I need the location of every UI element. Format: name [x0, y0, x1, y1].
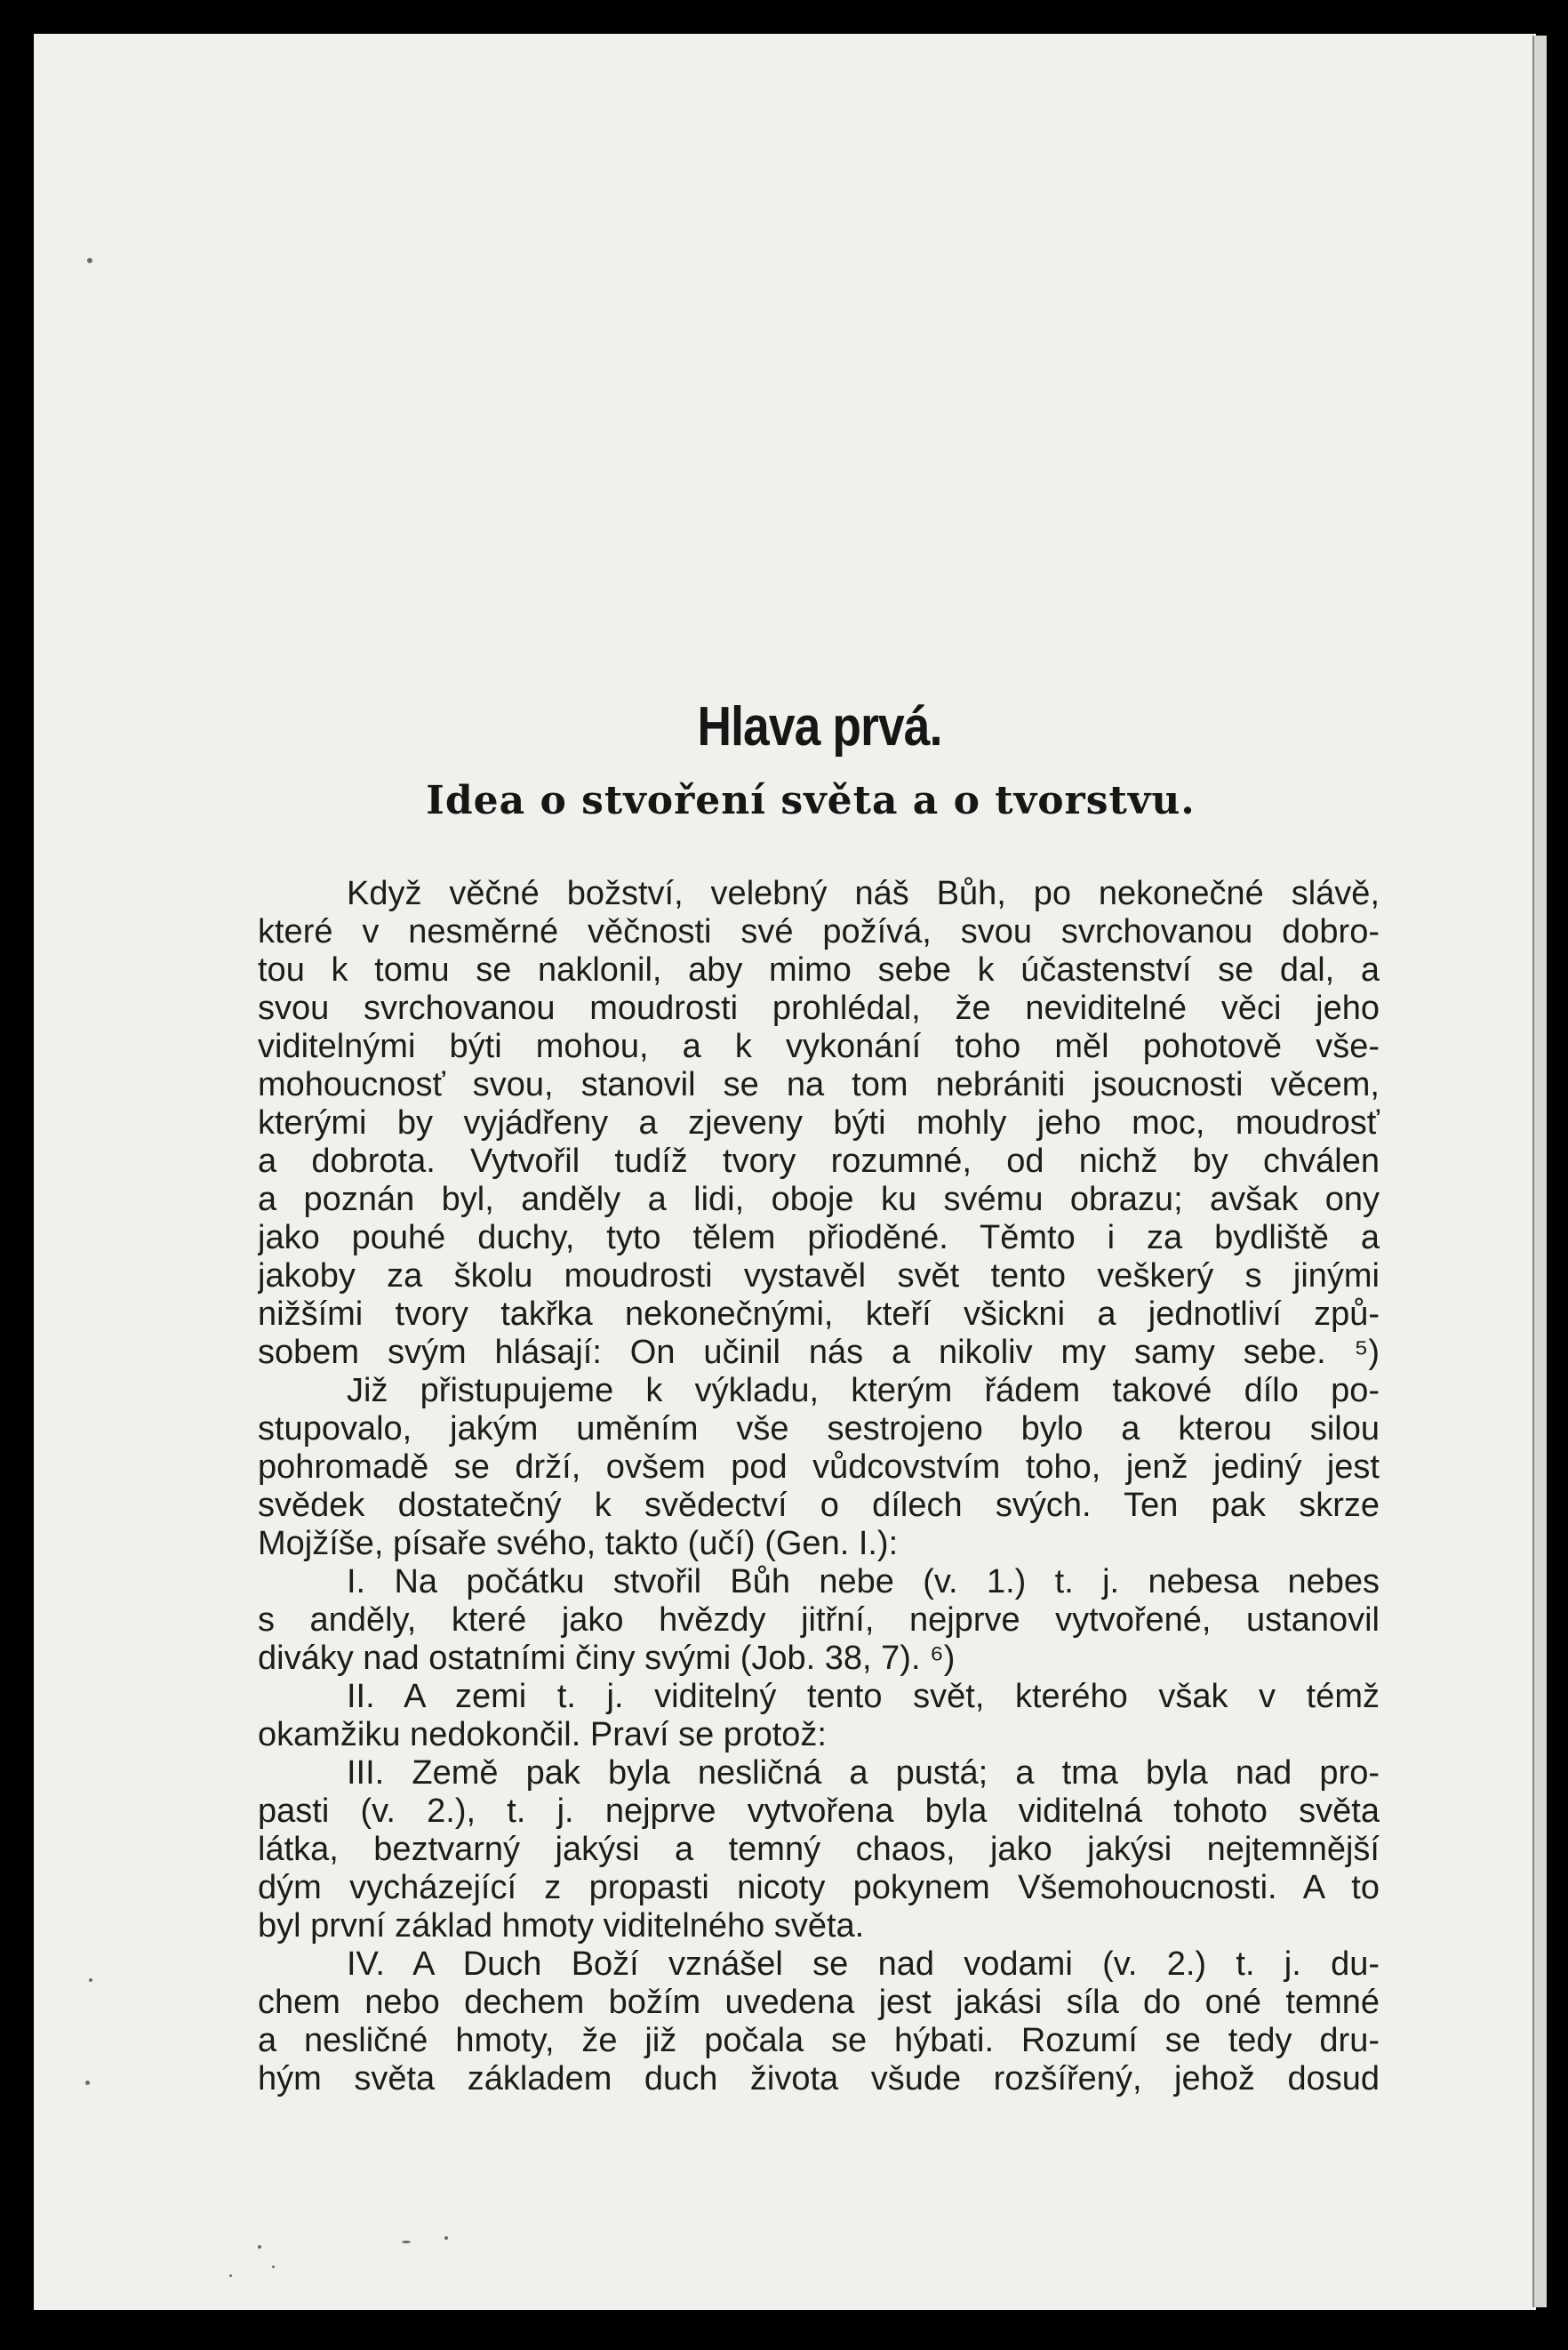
scan-speck [85, 2081, 90, 2085]
text-line: III. Země pak byla nesličná a pustá; a tma byla nad pro- [347, 1754, 1380, 1792]
text-line: látka, beztvarný jakýsi a temný chaos, jako jakýsi nejtemnější [258, 1831, 1380, 1868]
text-line: stupovalo, jakým uměním vše sestrojeno bylo a kterou silou [258, 1410, 1380, 1448]
scan-speck [272, 2266, 275, 2268]
chapter-heading [0, 692, 1568, 827]
text-line: Když věčné božství, velebný náš Bůh, po nekonečné slávě, [347, 875, 1380, 912]
text-line: a dobrota. Vytvořil tudíž tvory rozumné, od nichž by chválen [258, 1143, 1380, 1180]
text-line: chem nebo dechem božím uvedena jest jakási síla do oné temné [258, 1984, 1380, 2021]
page-edge [1532, 36, 1547, 2307]
scan-speck [87, 258, 92, 263]
text-line: které v nesměrné věčnosti své požívá, svou svrchovanou dobro- [258, 913, 1380, 950]
text-line: viditelnými býti mohou, a k vykonání toho měl pohotově vše- [258, 1028, 1380, 1065]
text-line: svou svrchovanou moudrosti prohlédal, že neviditelné věci jeho [258, 990, 1380, 1027]
text-line: jako pouhé duchy, tyto tělem přioděné. Těmto i za bydliště a [258, 1219, 1380, 1256]
chapter-subtitle: Idea o stvoření světa a o tvorstvu. [426, 778, 1196, 823]
scan-speck [258, 2245, 261, 2249]
text-line: I. Na počátku stvořil Bůh nebe (v. 1.) t. j. nebesa nebes [347, 1563, 1380, 1600]
text-line: II. A zemi t. j. viditelný tento svět, kterého však v témž [347, 1678, 1380, 1715]
text-line: tou k tomu se naklonil, aby mimo sebe k účastenství se dal, a [258, 951, 1380, 989]
text-line: mohoucnosť svou, stanovil se na tom nebrániti jsoucnosti věcem, [258, 1066, 1380, 1103]
text-line: kterými by vyjádřeny a zjeveny býti mohly jeho moc, moudrosť [258, 1104, 1380, 1142]
text-line: byl první základ hmoty viditelného světa. [258, 1907, 865, 1945]
scan-speck [402, 2241, 411, 2243]
scan-speck [444, 2236, 448, 2240]
body-text [258, 875, 1380, 2098]
text-line: jakoby za školu moudrosti vystavěl svět tento veškerý s jinými [258, 1257, 1380, 1295]
chapter-title: Hlava prvá. [697, 696, 942, 758]
text-line: a nesličné hmoty, že již počala se hýbati. Rozumí se tedy dru- [258, 2022, 1380, 2059]
text-line: a poznán byl, anděly a lidi, oboje ku svému obrazu; avšak ony [258, 1181, 1380, 1218]
text-line: dým vycházející z propasti nicoty pokynem Všemohoucnosti. A to [258, 1869, 1380, 1906]
text-line: okamžiku nedokončil. Praví se protož: [258, 1716, 827, 1753]
scan-speck [229, 2274, 232, 2277]
text-line: sobem svým hlásají: On učinil nás a nikoliv my samy sebe. ⁵) [258, 1334, 1380, 1371]
text-line: IV. A Duch Boží vznášel se nad vodami (v. 2.) t. j. du- [347, 1945, 1380, 1983]
text-line: hým světa základem duch života všude rozšířený, jehož dosud [258, 2060, 1380, 2097]
text-line: nižšími tvory takřka nekonečnými, kteří všickni a jednotliví způ- [258, 1295, 1380, 1333]
text-line: pasti (v. 2.), t. j. nejprve vytvořena byla viditelná tohoto světa [258, 1793, 1380, 1830]
text-line: s anděly, které jako hvězdy jitřní, nejprve vytvořené, ustanovil [258, 1601, 1380, 1639]
text-line: Již přistupujeme k výkladu, kterým řádem takové dílo po- [347, 1372, 1380, 1409]
scan-speck [89, 1978, 92, 1982]
text-line: Mojžíše, písaře svého, takto (učí) (Gen. I.): [258, 1525, 899, 1562]
text-line: diváky nad ostatními činy svými (Job. 38, 7). ⁶) [258, 1640, 956, 1677]
text-line: pohromadě se drží, ovšem pod vůdcovstvím toho, jenž jediný jest [258, 1448, 1380, 1486]
text-line: svědek dostatečný k svědectví o dílech svých. Ten pak skrze [258, 1487, 1380, 1524]
